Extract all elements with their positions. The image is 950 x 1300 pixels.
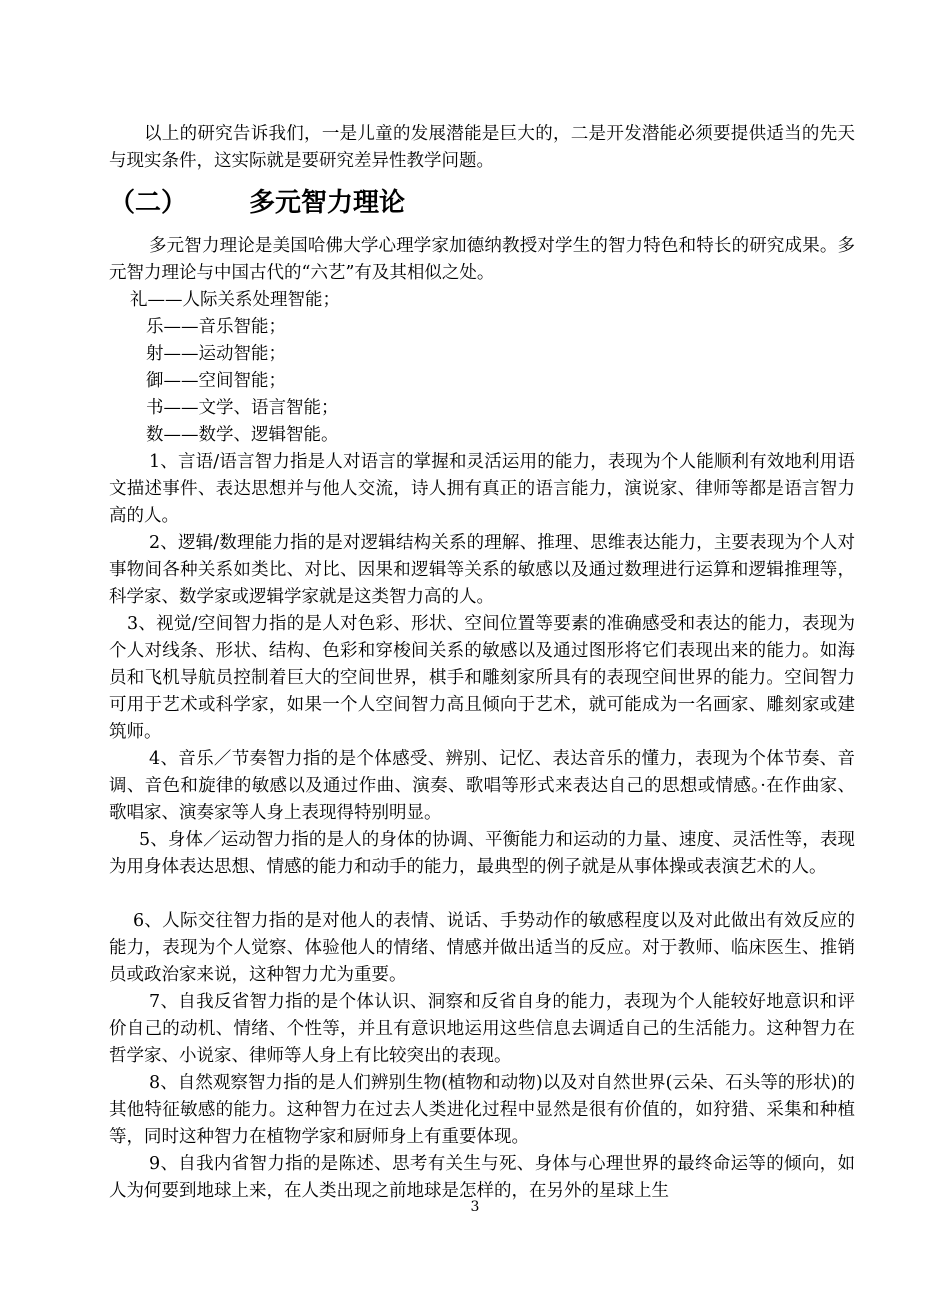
- six-arts-item: 射——运动智能；: [146, 344, 286, 364]
- intelligence-paragraph: 4、音乐／节奏智力指的是个体感受、辨别、记忆、表达音乐的懂力，表现为个体节奏、音调、音色和旋律的敏感以及通过作曲、演奏、歌唱等形式来表达自己的思想或情感。·在作曲家、歌唱家、演奏家等人身上表现得特别明显。: [109, 749, 855, 823]
- page-number: 3: [470, 1199, 480, 1215]
- intelligence-paragraph: 8、自然观察智力指的是人们辨别生物(植物和动物)以及对自然世界(云朵、石头等的形状)的其他特征敏感的能力。这种智力在过去人类进化过程中显然是很有价值的，如狩猎、采集和种植等，同时这种智力在植物学家和厨师身上有重要体现。: [109, 1073, 855, 1147]
- section-title: 多元智力理论: [249, 188, 406, 218]
- intelligence-paragraph: 9、自我内省智力指的是陈述、思考有关生与死、身体与心理世界的最终命运等的倾向，如人为何要到地球上来，在人类出现之前地球是怎样的，在另外的星球上生: [109, 1154, 855, 1201]
- intelligence-paragraph: 3、视觉/空间智力指的是人对色彩、形状、空间位置等要素的准确感受和表达的能力，表现为个人对线条、形状、结构、色彩和穿梭间关系的敏感以及通过图形将它们表现出来的能力。如海员和飞机导航员控制着巨大的空间世界，棋手和雕刻家所具有的表现空间世界的能力。空间智力可用于艺术或科学家，如果一个人空间智力高且倾向于艺术，就可能成为一名画家、雕刻家或建筑师。: [109, 614, 855, 742]
- six-arts-item: 数——数学、逻辑智能。: [146, 425, 339, 445]
- intelligence-paragraph: 5、身体／运动智力指的是人的身体的协调、平衡能力和运动的力量、速度、灵活性等，表现为用身体表达思想、情感的能力和动手的能力，最典型的例子就是从事体操或表演艺术的人。: [109, 830, 855, 877]
- six-arts-item: 礼——人际关系处理智能；: [130, 290, 340, 310]
- intelligence-paragraph: 1、言语/语言智力指是人对语言的掌握和灵活运用的能力，表现为个人能顺利有效地利用语文描述事件、表达思想并与他人交流，诗人拥有真正的语言能力，演说家、律师等都是语言智力高的人。: [109, 452, 855, 526]
- intelligence-paragraph: 7、自我反省智力指的是个体认识、洞察和反省自身的能力，表现为个人能较好地意识和评价自己的动机、情绪、个性等，并且有意识地运用这些信息去调适自己的生活能力。这种智力在哲学家、小说家、律师等人身上有比较突出的表现。: [109, 992, 855, 1066]
- six-arts-item: 乐——音乐智能；: [146, 317, 286, 337]
- intro-paragraph: 以上的研究告诉我们，一是儿童的发展潜能是巨大的，二是开发潜能必须要提供适当的先天与现实条件，这实际就是要研究差异性教学问题。: [109, 124, 855, 171]
- section-heading: [109, 183, 405, 223]
- six-arts-item: 御——空间智能；: [146, 371, 286, 391]
- intelligence-paragraph: 2、逻辑/数理能力指的是对逻辑结构关系的理解、推理、思维表达能力，主要表现为个人对事物间各种关系如类比、对比、因果和逻辑等关系的敏感以及通过数理进行运算和逻辑推理等，科学家、数学家或逻辑学家就是这类智力高的人。: [109, 533, 855, 607]
- six-arts-item: 书——文学、语言智能；: [146, 398, 339, 418]
- section-number: （二）: [109, 188, 188, 218]
- theory-intro-paragraph: 多元智力理论是美国哈佛大学心理学家加德纳教授对学生的智力特色和特长的研究成果。多元智力理论与中国古代的“六艺”有及其相似之处。: [109, 236, 855, 283]
- intelligence-paragraph: 6、人际交往智力指的是对他人的表情、说话、手势动作的敏感程度以及对此做出有效反应的能力，表现为个人觉察、体验他人的情绪、情感并做出适当的反应。对于教师、临床医生、推销员或政治家来说，这种智力尤为重要。: [109, 911, 855, 985]
